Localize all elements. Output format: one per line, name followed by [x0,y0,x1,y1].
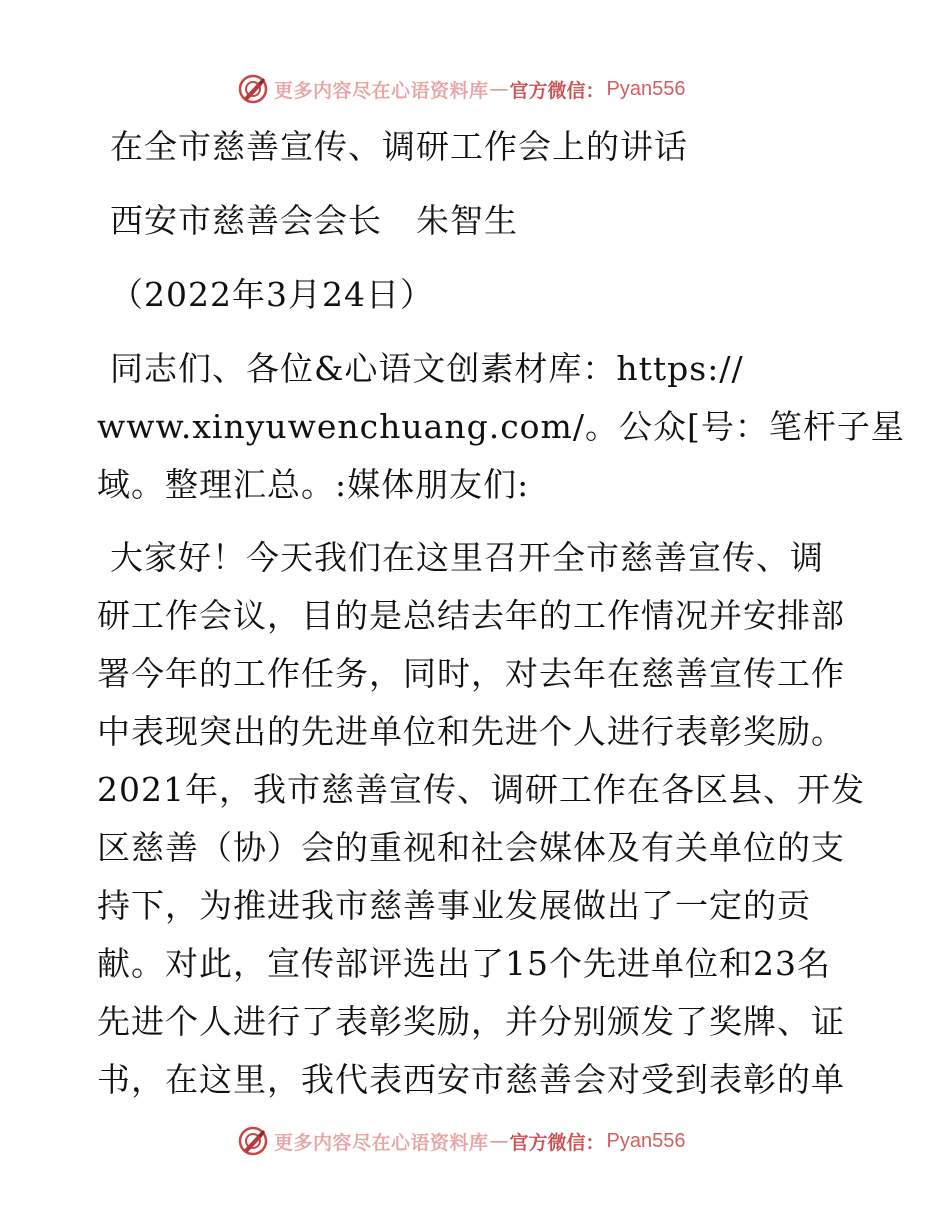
date-line: （2022年3月24日） [110,275,434,314]
watermark-dash: — [489,78,509,100]
pen-logo-icon [238,74,268,104]
watermark-footer [238,1124,686,1158]
body-line-3: 署今年的工作任务，同时，对去年在慈善宣传工作 [97,654,845,693]
body-line-5: 2021年，我市慈善宣传、调研工作在各区县、开发 [97,770,865,809]
watermark-text: 更多内容尽在心语资料库 [274,1131,489,1154]
body-line-4: 中表现突出的先进单位和先进个人进行表彰奖励。 [97,712,845,751]
watermark-header [238,72,686,106]
greeting-line-2: www.xinyuwenchuang.com/。公众[号：笔杆子星 [97,407,905,446]
watermark-wechat-handle: Pyan556 [606,77,686,100]
greeting-line-3: 域。整理汇总。:媒体朋友们: [97,465,530,504]
body-line-7: 持下，为推进我市慈善事业发展做出了一定的贡 [97,886,811,925]
body-line-9: 先进个人进行了表彰奖励，并分别颁发了奖牌、证 [97,1002,845,1041]
pen-logo-icon [238,1126,268,1156]
author-line: 西安市慈善会会长 朱智生 [110,201,518,240]
watermark-wechat-label: 官方微信： [509,79,605,102]
document-title: 在全市慈善宣传、调研工作会上的讲话 [110,127,688,166]
body-line-1: 大家好！今天我们在这里召开全市慈善宣传、调 [110,538,824,577]
body-line-2: 研工作会议，目的是总结去年的工作情况并安排部 [97,596,845,635]
watermark-dash: — [489,1130,509,1152]
greeting-line-1: 同志们、各位&心语文创素材库：https:// [110,349,744,388]
body-line-10: 书，在这里，我代表西安市慈善会对受到表彰的单 [97,1060,845,1099]
watermark-wechat-handle: Pyan556 [606,1129,686,1152]
body-line-8: 献。对此，宣传部评选出了15个先进单位和23名 [97,944,831,983]
body-line-6: 区慈善（协）会的重视和社会媒体及有关单位的支 [97,828,845,867]
watermark-text: 更多内容尽在心语资料库 [274,79,489,102]
watermark-wechat-label: 官方微信： [509,1131,605,1154]
